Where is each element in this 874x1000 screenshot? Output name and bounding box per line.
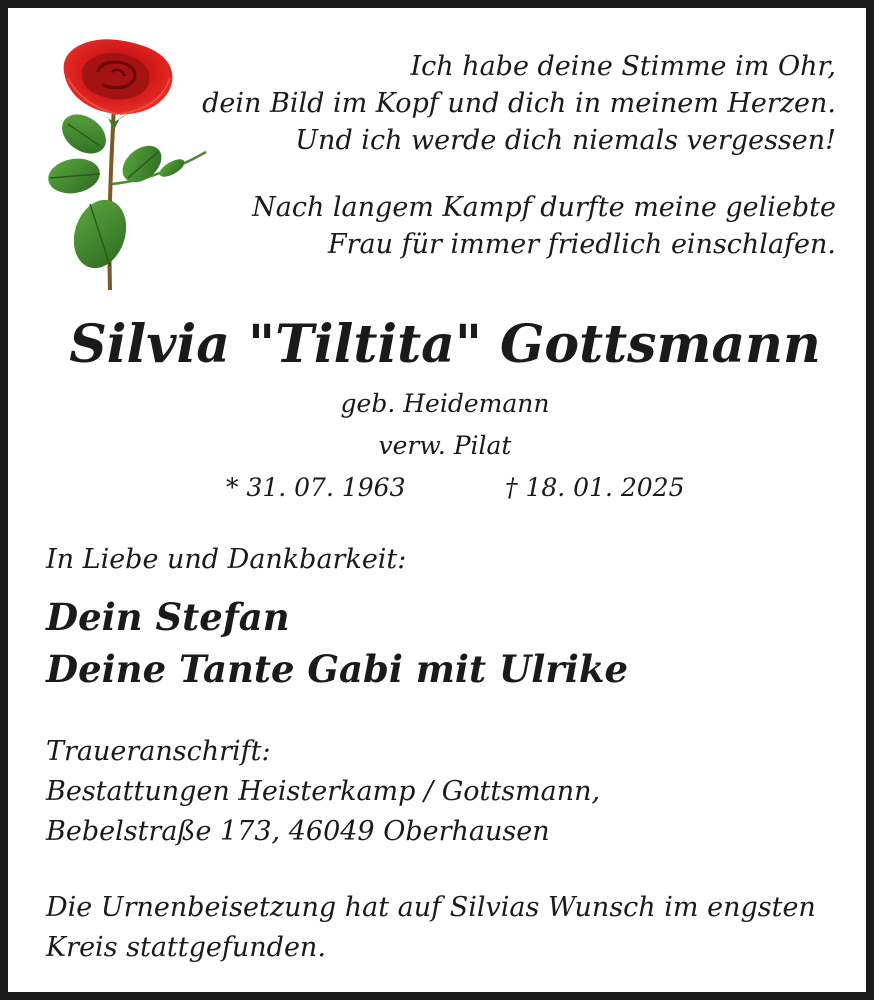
poem-line: Ich habe deine Stimme im Ohr, <box>410 51 836 82</box>
birth-name: geb. Heidemann <box>340 389 550 418</box>
poem-line: Frau für immer friedlich einschlafen. <box>327 229 836 260</box>
signers-intro: In Liebe und Dankbarkeit: <box>46 544 407 575</box>
signer-name: Dein Stefan <box>46 595 290 639</box>
red-rose-icon <box>38 34 218 296</box>
closing-note <box>46 888 816 968</box>
signer-name: Deine Tante Gabi mit Ulrike <box>46 647 628 691</box>
address-line: Bestattungen Heisterkamp / Gottsmann, <box>46 776 601 807</box>
poem-line: Und ich werde dich niemals vergessen! <box>295 125 836 156</box>
birth-date: * 31. 07. 1963 <box>226 473 406 502</box>
poem-line: Nach langem Kampf durfte meine geliebte <box>252 192 836 223</box>
address-line: Bebelstraße 173, 46049 Oberhausen <box>46 816 550 847</box>
mourning-address <box>46 732 600 852</box>
closing-line: Kreis stattgefunden. <box>46 932 326 963</box>
closing-line: Die Urnenbeisetzung hat auf Silvias Wunsch im engsten <box>46 892 816 923</box>
deceased-name: Silvia "Tiltita" Gottsmann <box>69 314 821 375</box>
widowed-name: verw. Pilat <box>378 431 512 460</box>
poem-line: dein Bild im Kopf und dich in meinem Herzen. <box>202 88 836 119</box>
poem-block <box>202 48 836 263</box>
address-line: Traueranschrift: <box>46 736 271 767</box>
death-date: † 18. 01. 2025 <box>505 473 685 502</box>
